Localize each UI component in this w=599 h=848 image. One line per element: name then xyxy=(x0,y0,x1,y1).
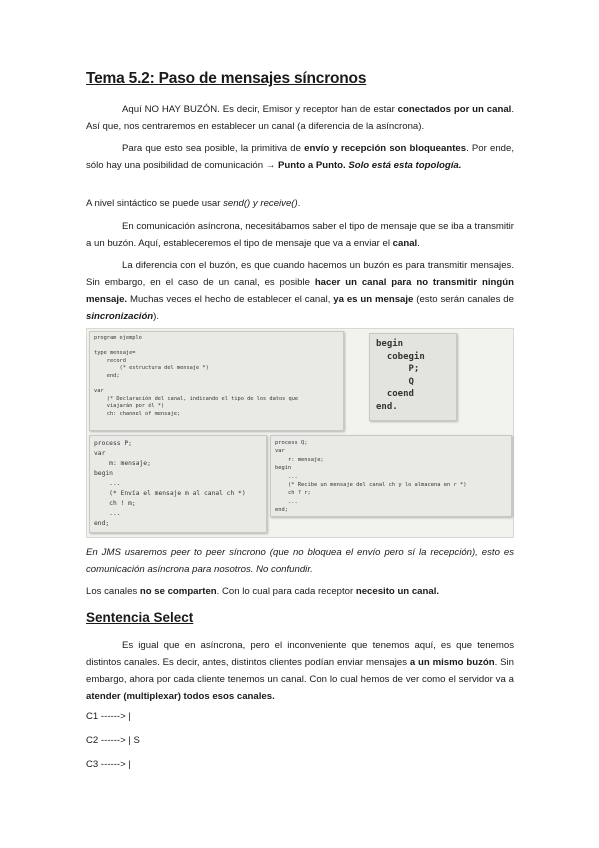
channel-line-c1: C1 ------> | xyxy=(86,711,131,722)
text: En comunicación asíncrona, necesitábamos saber el tipo de mensaje que se iba a transmitir a un buzón. Aquí, estableceremos el tipo de mensaje que va a enviar el xyxy=(86,221,514,249)
code-block-main xyxy=(369,333,457,421)
bold-text: atender (multiplexar) todos esos canales. xyxy=(86,691,275,702)
text: . Con lo cual para cada receptor xyxy=(216,586,356,597)
bold-text: a un mismo buzón xyxy=(409,657,495,668)
paragraph-async xyxy=(86,218,514,252)
code-text: program ejemplo type mensaje= record (* estructura del mensaje *) end; var (* Declaración del canal, indicando el tipo de los datos que viajarán por él *) ch: channel of mensaje; xyxy=(94,335,299,417)
bold-text: conectados por un canal xyxy=(397,104,512,115)
bold-text: ya es un mensaje xyxy=(333,294,414,305)
code-block-process-q xyxy=(270,435,512,517)
paragraph-syntax xyxy=(86,195,514,212)
code-block-process-p xyxy=(89,435,267,533)
text: . Así que, nos centraremos en establecer un canal (a diferencia de la asíncrona). xyxy=(86,104,514,132)
paragraph-jms: En JMS usaremos peer to peer síncrono (que no bloquea el envío pero sí la recepción), esto es comunicación asíncrona para nosotros. No confundir. xyxy=(86,547,514,575)
bold-text: canal xyxy=(392,238,418,249)
channel-line-c3: C3 ------> | xyxy=(86,759,131,770)
paragraph-difference xyxy=(86,257,514,325)
text: Los canales xyxy=(86,586,140,597)
text: Muchas veces el hecho de establecer el canal, xyxy=(127,294,334,305)
text: . Sin embargo, ahora por cada cliente tenemos un canal. Con lo cual hemos de ver como el servidor va a xyxy=(86,657,514,685)
paragraph-blocking xyxy=(86,140,514,174)
text: Aquí NO HAY BUZÓN. Es decir, Emisor y receptor han de estar xyxy=(122,104,398,115)
text: La diferencia con el buzón, es que cuando hacemos un buzón es para transmitir mensajes. Sin embargo, en el caso de un canal, es posible xyxy=(86,260,514,288)
text: . Por ende, sólo hay una posibilidad de comunicación → xyxy=(86,143,514,171)
text: Es igual que en asíncrona, pero el inconveniente que tenemos aquí, es que tenemos distintos canales. Es decir, antes, distintos clientes podían enviar mensajes xyxy=(86,640,514,668)
text: . xyxy=(417,238,420,249)
bold-text: hacer un canal para no transmitir ningún mensaje. xyxy=(86,277,514,305)
bold-text: Punto a Punto. xyxy=(278,160,346,171)
text: ). xyxy=(153,311,160,322)
bold-text: no se comparten xyxy=(139,586,217,597)
italic-text: send() y receive() xyxy=(223,198,298,209)
code-figure xyxy=(86,328,514,538)
paragraph-intro xyxy=(86,101,514,135)
text: A nivel sintáctico se puede usar xyxy=(86,198,224,209)
code-text: process P; var m: mensaje; begin ... (* Envía el mensaje m al canal ch *) ch ! m; ... end; xyxy=(94,440,246,527)
text: . xyxy=(297,198,301,209)
bold-italic-text: Solo está esta topología. xyxy=(348,160,462,171)
code-text: process Q; var r: mensaje; begin ... (* Recibe un mensaje del canal ch y lo almacena en r *) ch ? r; ... end; xyxy=(275,440,467,514)
text: (esto serán canales de xyxy=(413,294,514,305)
paragraph-channels xyxy=(86,583,514,600)
paragraph-select xyxy=(86,637,514,705)
text: Para que esto sea posible, la primitiva de xyxy=(122,143,305,154)
bold-text: envío y recepción son bloqueantes xyxy=(304,143,467,154)
bold-text: necesito un canal. xyxy=(355,586,440,597)
channel-line-c2: C2 ------> | S xyxy=(86,735,140,746)
page-title: Tema 5.2: Paso de mensajes síncronos xyxy=(86,70,367,87)
bold-italic-text: sincronización xyxy=(86,311,154,322)
section-heading: Sentencia Select xyxy=(86,610,194,625)
code-block-declarations xyxy=(89,331,344,431)
code-text: begin cobegin P; Q coend end. xyxy=(376,339,425,412)
